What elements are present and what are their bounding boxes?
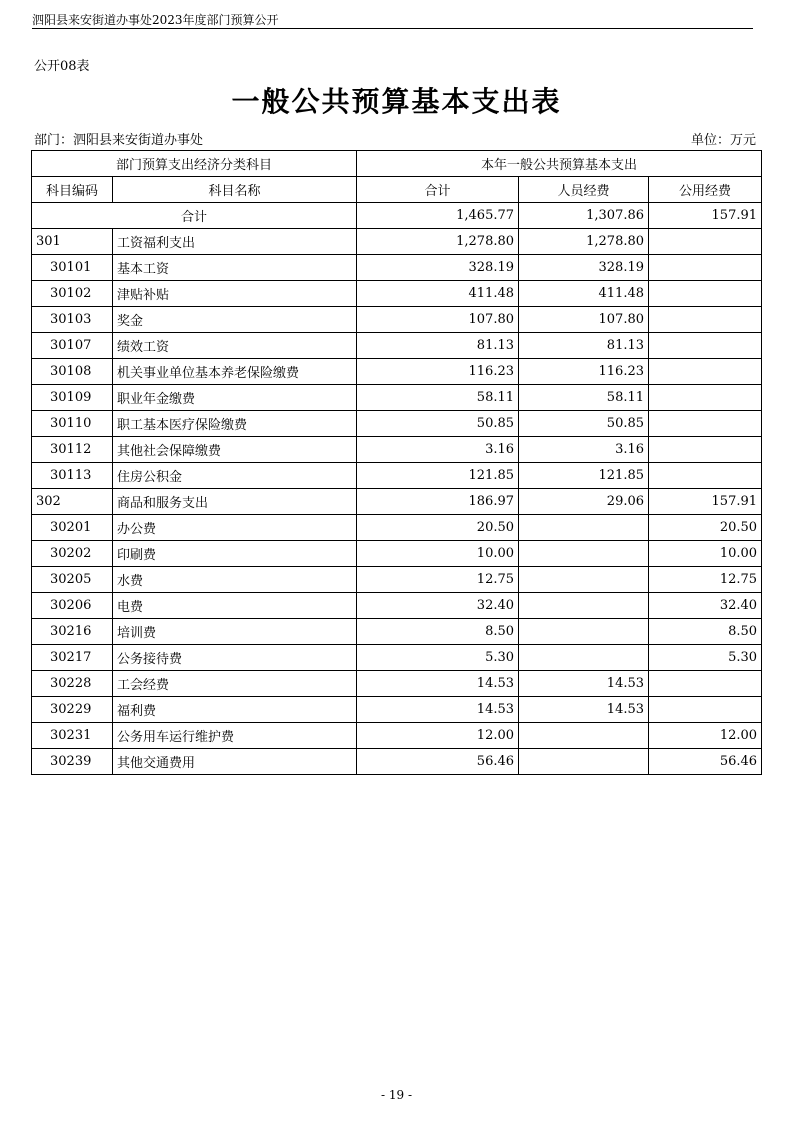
- row-public: [649, 463, 762, 489]
- row-name: 培训费: [113, 619, 357, 645]
- row-name: 其他社会保障缴费: [113, 437, 357, 463]
- row-code: 30107: [32, 333, 113, 359]
- table-row: [32, 463, 762, 489]
- page-number: - 19 -: [380, 1088, 412, 1102]
- group-header-row: [32, 151, 762, 177]
- row-public: 12.00: [649, 723, 762, 749]
- document-title: 一般公共预算基本支出表: [231, 85, 562, 118]
- row-name: 工资福利支出: [113, 229, 357, 255]
- unit-label: 单位：万元: [690, 133, 756, 148]
- row-code: 30108: [32, 359, 113, 385]
- row-public: 56.46: [649, 749, 762, 775]
- table-row: [32, 255, 762, 281]
- row-total: 14.53: [357, 697, 519, 723]
- table-row: [32, 307, 762, 333]
- row-personnel: 411.48: [519, 281, 649, 307]
- row-public: 5.30: [649, 645, 762, 671]
- row-code: 30231: [32, 723, 113, 749]
- row-total: 58.11: [357, 385, 519, 411]
- row-personnel: 3.16: [519, 437, 649, 463]
- row-code: 30239: [32, 749, 113, 775]
- row-name: 电费: [113, 593, 357, 619]
- row-public: [649, 307, 762, 333]
- row-public: 8.50: [649, 619, 762, 645]
- row-code: 30216: [32, 619, 113, 645]
- row-name: 印刷费: [113, 541, 357, 567]
- row-total: 186.97: [357, 489, 519, 515]
- row-code: 30202: [32, 541, 113, 567]
- row-public: [649, 437, 762, 463]
- row-personnel: 328.19: [519, 255, 649, 281]
- group-header-expenditure: 本年一般公共预算基本支出: [357, 151, 762, 177]
- row-public: [649, 229, 762, 255]
- header-rule: [32, 28, 753, 29]
- row-total: 10.00: [357, 541, 519, 567]
- row-public: [649, 281, 762, 307]
- table-row: [32, 489, 762, 515]
- total-personnel: 1,307.86: [519, 203, 649, 229]
- row-total: 32.40: [357, 593, 519, 619]
- row-code: 30228: [32, 671, 113, 697]
- table-row: [32, 411, 762, 437]
- row-personnel: 81.13: [519, 333, 649, 359]
- table-row: [32, 541, 762, 567]
- table-row: [32, 723, 762, 749]
- row-code: 30103: [32, 307, 113, 333]
- table-row: [32, 515, 762, 541]
- row-name: 机关事业单位基本养老保险缴费: [113, 359, 357, 385]
- table-row: [32, 645, 762, 671]
- row-personnel: 58.11: [519, 385, 649, 411]
- row-name: 基本工资: [113, 255, 357, 281]
- row-total: 81.13: [357, 333, 519, 359]
- table-body: [32, 203, 762, 775]
- row-personnel: [519, 645, 649, 671]
- column-header-public: 公用经费: [649, 177, 762, 203]
- row-total: 14.53: [357, 671, 519, 697]
- row-public: 157.91: [649, 489, 762, 515]
- row-personnel: 50.85: [519, 411, 649, 437]
- row-personnel: [519, 567, 649, 593]
- table-row: [32, 385, 762, 411]
- table-row: [32, 749, 762, 775]
- row-name: 办公费: [113, 515, 357, 541]
- column-header-total: 合计: [357, 177, 519, 203]
- table-row: [32, 281, 762, 307]
- budget-table: [31, 150, 762, 775]
- row-public: 10.00: [649, 541, 762, 567]
- row-name: 奖金: [113, 307, 357, 333]
- row-code: 30101: [32, 255, 113, 281]
- row-public: [649, 333, 762, 359]
- table-row: [32, 229, 762, 255]
- column-header-code: 科目编码: [32, 177, 113, 203]
- row-total: 12.75: [357, 567, 519, 593]
- row-public: [649, 255, 762, 281]
- table-row: [32, 593, 762, 619]
- row-code: 30112: [32, 437, 113, 463]
- form-number: 公开08表: [34, 59, 90, 74]
- row-public: 20.50: [649, 515, 762, 541]
- row-name: 福利费: [113, 697, 357, 723]
- row-total: 116.23: [357, 359, 519, 385]
- total-label: 合计: [32, 203, 357, 229]
- row-personnel: [519, 749, 649, 775]
- row-public: 12.75: [649, 567, 762, 593]
- row-public: [649, 385, 762, 411]
- row-personnel: [519, 515, 649, 541]
- row-total: 3.16: [357, 437, 519, 463]
- row-code: 30110: [32, 411, 113, 437]
- row-personnel: [519, 541, 649, 567]
- row-total: 107.80: [357, 307, 519, 333]
- total-public: 157.91: [649, 203, 762, 229]
- row-name: 商品和服务支出: [113, 489, 357, 515]
- row-total: 50.85: [357, 411, 519, 437]
- row-name: 津贴补贴: [113, 281, 357, 307]
- row-public: [649, 411, 762, 437]
- row-personnel: 29.06: [519, 489, 649, 515]
- total-amount: 1,465.77: [357, 203, 519, 229]
- row-total: 5.30: [357, 645, 519, 671]
- row-code: 30109: [32, 385, 113, 411]
- row-code: 30201: [32, 515, 113, 541]
- row-name: 公务用车运行维护费: [113, 723, 357, 749]
- row-public: 32.40: [649, 593, 762, 619]
- row-code: 30113: [32, 463, 113, 489]
- row-name: 其他交通费用: [113, 749, 357, 775]
- row-code: 301: [32, 229, 113, 255]
- row-code: 30217: [32, 645, 113, 671]
- row-personnel: 1,278.80: [519, 229, 649, 255]
- row-personnel: 107.80: [519, 307, 649, 333]
- row-total: 8.50: [357, 619, 519, 645]
- row-total: 411.48: [357, 281, 519, 307]
- row-code: 30206: [32, 593, 113, 619]
- row-name: 工会经费: [113, 671, 357, 697]
- department-label: 部门：泗阳县来安街道办事处: [34, 133, 204, 148]
- row-code: 30102: [32, 281, 113, 307]
- row-personnel: [519, 619, 649, 645]
- table-row: [32, 567, 762, 593]
- row-code: 30229: [32, 697, 113, 723]
- row-public: [649, 359, 762, 385]
- total-row: [32, 203, 762, 229]
- row-code: 30205: [32, 567, 113, 593]
- row-name: 绩效工资: [113, 333, 357, 359]
- row-total: 12.00: [357, 723, 519, 749]
- row-personnel: 121.85: [519, 463, 649, 489]
- column-header-row: [32, 177, 762, 203]
- table-row: [32, 697, 762, 723]
- row-personnel: [519, 723, 649, 749]
- column-header-personnel: 人员经费: [519, 177, 649, 203]
- table-row: [32, 333, 762, 359]
- row-total: 56.46: [357, 749, 519, 775]
- table-row: [32, 359, 762, 385]
- row-name: 职工基本医疗保险缴费: [113, 411, 357, 437]
- row-total: 328.19: [357, 255, 519, 281]
- row-personnel: 14.53: [519, 671, 649, 697]
- row-personnel: 14.53: [519, 697, 649, 723]
- row-name: 公务接待费: [113, 645, 357, 671]
- row-name: 住房公积金: [113, 463, 357, 489]
- row-public: [649, 671, 762, 697]
- column-header-name: 科目名称: [113, 177, 357, 203]
- row-code: 302: [32, 489, 113, 515]
- row-total: 121.85: [357, 463, 519, 489]
- table-row: [32, 619, 762, 645]
- row-name: 职业年金缴费: [113, 385, 357, 411]
- row-public: [649, 697, 762, 723]
- group-header-classification: 部门预算支出经济分类科目: [32, 151, 357, 177]
- row-total: 20.50: [357, 515, 519, 541]
- row-total: 1,278.80: [357, 229, 519, 255]
- row-personnel: [519, 593, 649, 619]
- row-personnel: 116.23: [519, 359, 649, 385]
- running-header: 泗阳县来安街道办事处2023年度部门预算公开: [32, 13, 279, 27]
- row-name: 水费: [113, 567, 357, 593]
- table-row: [32, 671, 762, 697]
- table-row: [32, 437, 762, 463]
